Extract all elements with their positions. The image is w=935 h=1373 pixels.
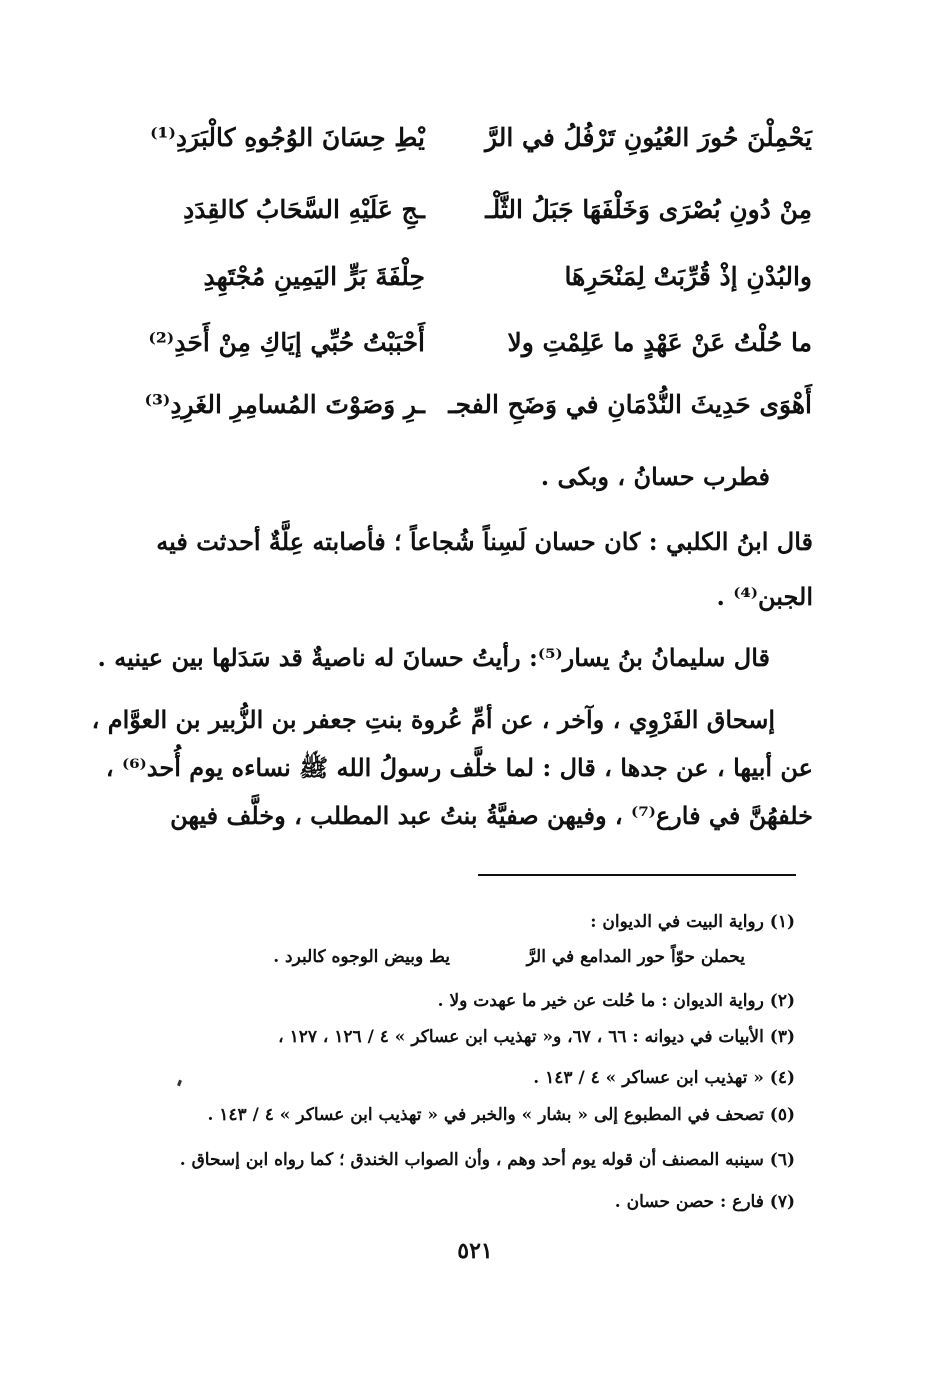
body-paragraph-line: عن أبيها ، عن جدها ، قال : لما خلَّف رسولُ الله ﷺ نساءه يوم أُحد⁽⁶⁾ ، (105, 753, 813, 782)
footnote-verse-first: يحملن حوّاً حور المدامع في الرَّ (526, 947, 745, 967)
verse-second-hemistich: يْطِ حِسَانَ الوُجُوهِ كالْبَرَدِ⁽¹⁾ (150, 123, 425, 152)
poem-verse (130, 247, 820, 307)
verse-first-hemistich: ما حُلْتُ عَنْ عَهْدٍ ما عَلِمْتِ ولا (507, 328, 812, 357)
footnote-separator (478, 874, 796, 876)
verse-second-hemistich: ـجِ عَلَيْهِ السَّحَابُ كالقِدَدِ (183, 195, 425, 224)
body-paragraph: قال سليمانُ بنُ يسار⁽⁵⁾: رأيتُ حسانَ له ناصيةٌ قد سَدَلها بين عينيه . (97, 643, 770, 672)
verse-first-hemistich: يَحْمِلْنَ حُورَ العُيُونِ تَرْفُلُ في الرَّ (484, 123, 812, 152)
poem-verse (130, 313, 820, 373)
verse-first-hemistich: والبُدْنِ إذْ قُرِّبَتْ لِمَنْحَرِهَا (564, 262, 812, 291)
body-paragraph: إسحاق الفَرْوِي ، وآخر ، عن أمِّ عُروة بنتِ جعفر بن الزُّبير بن العوَّام ، (91, 705, 775, 734)
body-paragraph-line: خلفهُنَّ في فارع⁽⁷⁾ ، وفيهن صفيَّةُ بنتُ عبد المطلب ، وخلَّف فيهن (170, 801, 813, 830)
footnote-verse-second: يط وبيض الوجوه كالبرد . (273, 947, 450, 967)
footnote-6: (٦) سينبه المصنف أن قوله يوم أحد وهم ، وأن الصواب الخندق ؛ كما رواه ابن إسحاق . (179, 1150, 795, 1170)
poem-verse (130, 108, 820, 168)
footnote-7: (٧) فارع : حصن حسان . (614, 1192, 795, 1212)
footnote-2: (٢) رواية الديوان : ما حُلت عن خير ما عهدت ولا . (437, 991, 795, 1011)
footnote-1: (١) رواية البيت في الديوان : (590, 912, 795, 932)
footnote-4: (٤) « تهذيب ابن عساكر » ٤ / ١٤٣ . (533, 1068, 795, 1088)
body-paragraph: فطرب حسانُ ، وبكى . (540, 462, 770, 491)
poem-verse (130, 375, 820, 435)
verse-second-hemistich: حِلْفَةَ بَرٍّ اليَمِينِ مُجْتَهِدِ (203, 262, 425, 291)
verse-second-hemistich: ـرِ وَصَوْتَ المُسامِرِ الغَرِدِ⁽³⁾ (144, 390, 425, 419)
poem-verse (130, 180, 820, 240)
verse-second-hemistich: أَحْبَبْتُ حُبِّي إيَاكِ مِنْ أَحَدِ⁽²⁾ (148, 328, 425, 357)
body-paragraph-continuation: الجبن⁽⁴⁾ . (716, 582, 813, 611)
footnote-5: (٥) تصحف في المطبوع إلى « بشار » والخبر في « تهذيب ابن عساكر » ٤ / ١٤٣ . (207, 1105, 795, 1125)
body-paragraph: قال ابنُ الكلبي : كان حسان لَسِناً شُجاعاً ؛ فأصابته عِلَّةٌ أحدثت فيه (156, 527, 813, 556)
verse-first-hemistich: أَهْوَى حَدِيثَ النُّدْمَانِ في وَضَحِ الفجـ (448, 390, 812, 419)
footnote-3: (٣) الأبيات في ديوانه : ٦٦ ، ٦٧، و« تهذيب ابن عساكر » ٤ / ١٢٦ ، ١٢٧ ، (278, 1027, 795, 1047)
page-number: ٥٢١ (457, 1238, 493, 1264)
verse-first-hemistich: مِنْ دُونِ بُصْرَى وَخَلْفَهَا جَبَلُ الثَّلْـ (485, 195, 812, 224)
